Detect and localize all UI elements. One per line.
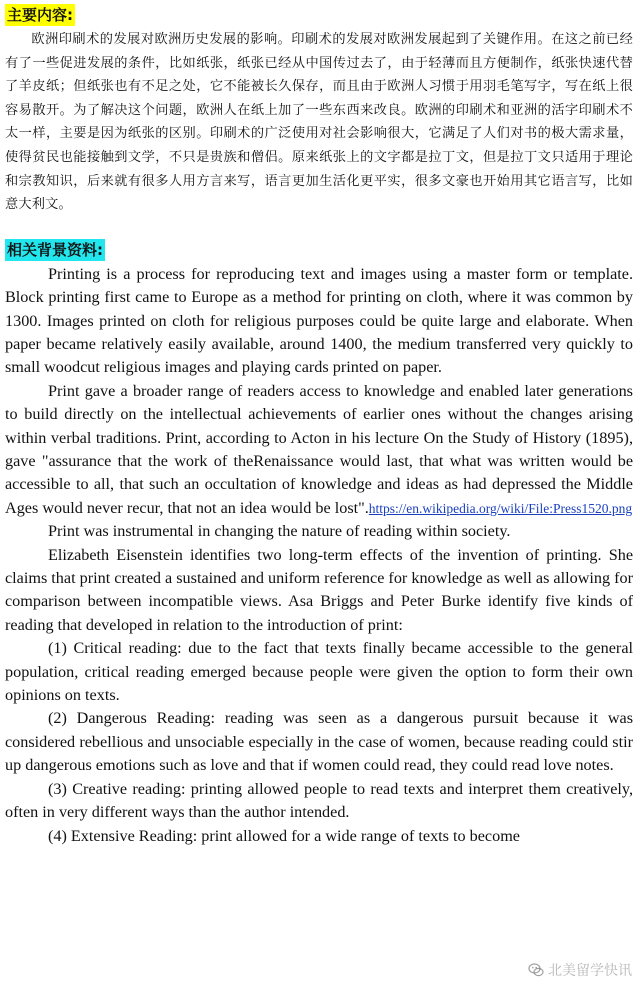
background-paragraph-4: Elizabeth Eisenstein identifies two long-term effects of the invention of printing. She claims that print created a sustained and uniform reference for knowledge as well as allowing for comparison between incompatible views. Asa Briggs and Peter Burke identify five kinds of reading that developed in relation to the introduction of print:: [5, 545, 633, 634]
section-spacer: [5, 217, 633, 239]
main-content-heading: 主要内容:: [7, 6, 73, 24]
main-content-paragraph: 欧洲印刷术的发展对欧洲历史发展的影响。印刷术的发展对欧洲发展起到了关键作用。在这之前已经有了一些促进发展的条件，比如纸张，纸张已经从中国传过去了，由于轻薄而且方便制作，纸张快速代替了羊皮纸；但纸张也有不足之处，它不能被长久保存，而且由于欧洲人习惯于用羽毛笔写字，写在纸上很容易散开。为了解决这个问题，欧洲人在纸上加了一些东西来改良。欧洲的印刷术和亚洲的活字印刷术不太一样，主要是因为纸张的区别。印刷术的广泛使用对社会影响很大，它满足了人们对书的极大需求量，使得贫民也能接触到文学，不只是贵族和僧侣。原来纸张上的文字都是拉丁文，但是拉丁文只适用于理论和宗教知识，后来就有很多人用方言来写，语言更加生活化更平实，很多文豪也开始用其它语言写，比如意大利文。: [5, 32, 633, 213]
background-heading: 相关背景资料:: [7, 240, 103, 259]
paragraph-2-text: Print gave a broader range of readers access to knowledge and enabled later generations to build directly on the intellectual achievements of earlier ones without the changes arising within verbal traditions. Print, according to Acton in his lecture On the Study of History (1895), gave "assurance that the work of theRenaissance would last, that what was written would be accessible to all, that such an occultation of knowledge and ideas as had depressed the Middle Ages would never recur, that not an idea would be lost".: [5, 381, 633, 517]
wechat-icon: [528, 962, 544, 978]
document-page: [5, 4, 633, 848]
watermark-text: 北美留学快讯: [548, 963, 632, 979]
background-paragraph-6: (2) Dangerous Reading: reading was seen as a dangerous pursuit because it was considered rebellious and unsociable especially in the case of women, because reading could stir up dangerous emotions such as love and that if women could read, they could read love notes.: [5, 709, 633, 775]
watermark: [526, 960, 634, 980]
background-paragraph-7: (3) Creative reading: printing allowed people to read texts and interpret them creatively, often in very different ways than the author intended.: [5, 779, 633, 822]
background-paragraph-5: (1) Critical reading: due to the fact that texts finally became accessible to the general population, critical reading emerged because people were given the option to form their own opinions on texts.: [5, 639, 633, 705]
background-paragraph-3: Print was instrumental in changing the nature of reading within society.: [48, 522, 511, 541]
wikipedia-link[interactable]: https://en.wikipedia.org/wiki/File:Press1520.png: [368, 500, 633, 516]
background-paragraph-1: Printing is a process for reproducing text and images using a master form or template. Block printing first came to Europe as a method for printing on cloth, where it was common by 1300. Images printed on cloth for religious purposes could be quite large and elaborate. When paper became relatively easily available, around 1400, the medium transferred very quickly to small woodcut religious images and playing cards printed on paper.: [5, 264, 633, 377]
background-paragraph-8: (4) Extensive Reading: print allowed for a wide range of texts to become: [48, 826, 520, 845]
background-paragraph-2: [5, 380, 633, 520]
